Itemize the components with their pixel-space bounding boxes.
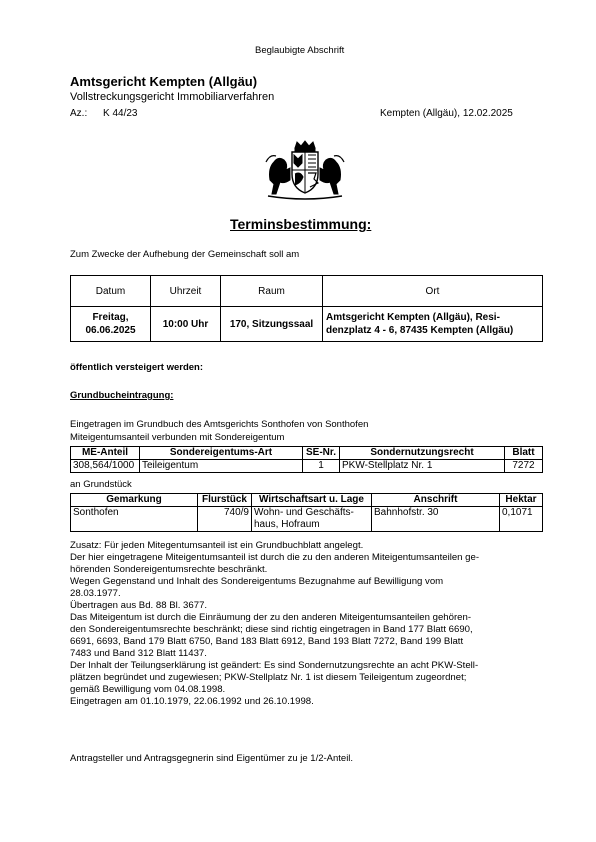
- note-line: gemäß Bewilligung vom 04.08.1998.: [70, 684, 226, 695]
- place-line-2: denzplatz 4 - 6, 87435 Kempten (Allgäu): [326, 325, 514, 336]
- owners-note: Antragsteller und Antragsgegnerin sind Eigentümer zu je 1/2-Anteil.: [70, 753, 354, 764]
- gs-header-address: Anschrift: [372, 494, 500, 507]
- gs-cell-address: Bahnhofstr. 30: [372, 507, 500, 532]
- me-cell-share: 308,564/1000: [71, 460, 140, 473]
- court-department: Vollstreckungsgericht Immobiliarverfahren: [70, 91, 275, 103]
- note-line: den Sondereigentumsrechte beschränkt; diese sind richtig eingetragen in Band 177 Blatt 6690,: [70, 624, 473, 635]
- cell-place: [323, 307, 543, 342]
- gs-cell-flurstueck: 740/9: [198, 507, 252, 532]
- certified-copy-label: Beglaubigte Abschrift: [255, 45, 345, 56]
- document-title: Terminsbestimmung:: [230, 216, 372, 232]
- plot-label: an Grundstück: [70, 479, 132, 490]
- grundbuch-line-1: Eingetragen im Grundbuch des Amtsgerichts Sonthofen von Sonthofen: [70, 419, 369, 430]
- me-cell-type: Teileigentum: [140, 460, 303, 473]
- cell-room: 170, Sitzungssaal: [221, 307, 323, 342]
- file-number: K 44/23: [103, 108, 138, 119]
- gs-cell-hectare: 0,1071: [500, 507, 543, 532]
- place-line-1: Amtsgericht Kempten (Allgäu), Resi-: [326, 312, 500, 323]
- header-time: Uhrzeit: [151, 276, 221, 307]
- co-ownership-table: [70, 446, 543, 473]
- gs-header-flurstueck: Flurstück: [198, 494, 252, 507]
- note-line: 28.03.1977.: [70, 588, 121, 599]
- wirtschaft-line-2: haus, Hofraum: [254, 519, 320, 530]
- header-place: Ort: [323, 276, 543, 307]
- note-line: Übertragen aus Bd. 88 Bl. 3677.: [70, 600, 208, 611]
- me-cell-sheet: 7272: [505, 460, 543, 473]
- me-cell-usage-right: PKW-Stellplatz Nr. 1: [340, 460, 505, 473]
- date-value: 06.06.2025: [85, 325, 136, 336]
- notes-block: [70, 540, 550, 708]
- auction-note: öffentlich versteigert werden:: [70, 362, 204, 373]
- me-header-share: ME-Anteil: [71, 447, 140, 460]
- note-line: Eingetragen am 01.10.1979, 22.06.1992 und 26.10.1998.: [70, 696, 314, 707]
- me-header-sheet: Blatt: [505, 447, 543, 460]
- note-line: 7483 und Band 312 Blatt 11437.: [70, 648, 207, 659]
- cell-date: [71, 307, 151, 342]
- intro-text: Zum Zwecke der Aufhebung der Gemeinschaft soll am: [70, 249, 300, 260]
- appointment-table: [70, 275, 543, 342]
- note-line: Wegen Gegenstand und Inhalt des Sondereigentums Bezugnahme auf Bewilligung vom: [70, 576, 444, 587]
- note-line: 6691, 6693, Band 179 Blatt 6750, Band 183 Blatt 6912, Band 193 Blatt 7272, Band 199 Blatt: [70, 636, 464, 647]
- cell-time: 10:00 Uhr: [151, 307, 221, 342]
- me-header-usage-right: Sondernutzungsrecht: [340, 447, 505, 460]
- note-line: hörenden Sondereigentumsrechte beschränkt.: [70, 564, 268, 575]
- coat-of-arms-icon: [262, 140, 348, 200]
- place-date: Kempten (Allgäu), 12.02.2025: [380, 108, 513, 119]
- gs-header-wirtschaftsart: Wirtschaftsart u. Lage: [252, 494, 372, 507]
- note-line: Zusatz: Für jeden Mitegentumsanteil ist ein Grundbuchblatt angelegt.: [70, 540, 364, 551]
- note-line: plätzen begründet und zugewiesen; PKW-Stellplatz Nr. 1 ist diesem Teileigentum zugeordnet;: [70, 672, 467, 683]
- gs-cell-gemarkung: Sonthofen: [71, 507, 198, 532]
- me-header-se-nr: SE-Nr.: [303, 447, 340, 460]
- court-name: Amtsgericht Kempten (Allgäu): [70, 74, 258, 89]
- header-date: Datum: [71, 276, 151, 307]
- wirtschaft-line-1: Wohn- und Geschäfts-: [254, 507, 354, 518]
- note-line: Das Miteigentum ist durch die Einräumung der zu den anderen Miteigentumsanteilen gehören-: [70, 612, 472, 623]
- me-cell-se-nr: 1: [303, 460, 340, 473]
- header-room: Raum: [221, 276, 323, 307]
- plot-table: [70, 493, 543, 532]
- grundbuch-line-2: Miteigentumsanteil verbunden mit Sondereigentum: [70, 432, 285, 443]
- note-line: Der hier eingetragene Miteigentumsanteil ist durch die zu den anderen Miteigentumsanteilen ge-: [70, 552, 480, 563]
- date-weekday: Freitag,: [92, 312, 129, 323]
- gs-cell-wirtschaftsart: [252, 507, 372, 532]
- gs-header-hectare: Hektar: [500, 494, 543, 507]
- gs-header-gemarkung: Gemarkung: [71, 494, 198, 507]
- me-header-type: Sondereigentums-Art: [140, 447, 303, 460]
- file-label: Az.:: [70, 108, 88, 119]
- grundbuch-heading: Grundbucheintragung:: [70, 390, 174, 401]
- note-line: Der Inhalt der Teilungserklärung ist geändert: Es sind Sondernutzungsrechte an acht PKW-Stell-: [70, 660, 479, 671]
